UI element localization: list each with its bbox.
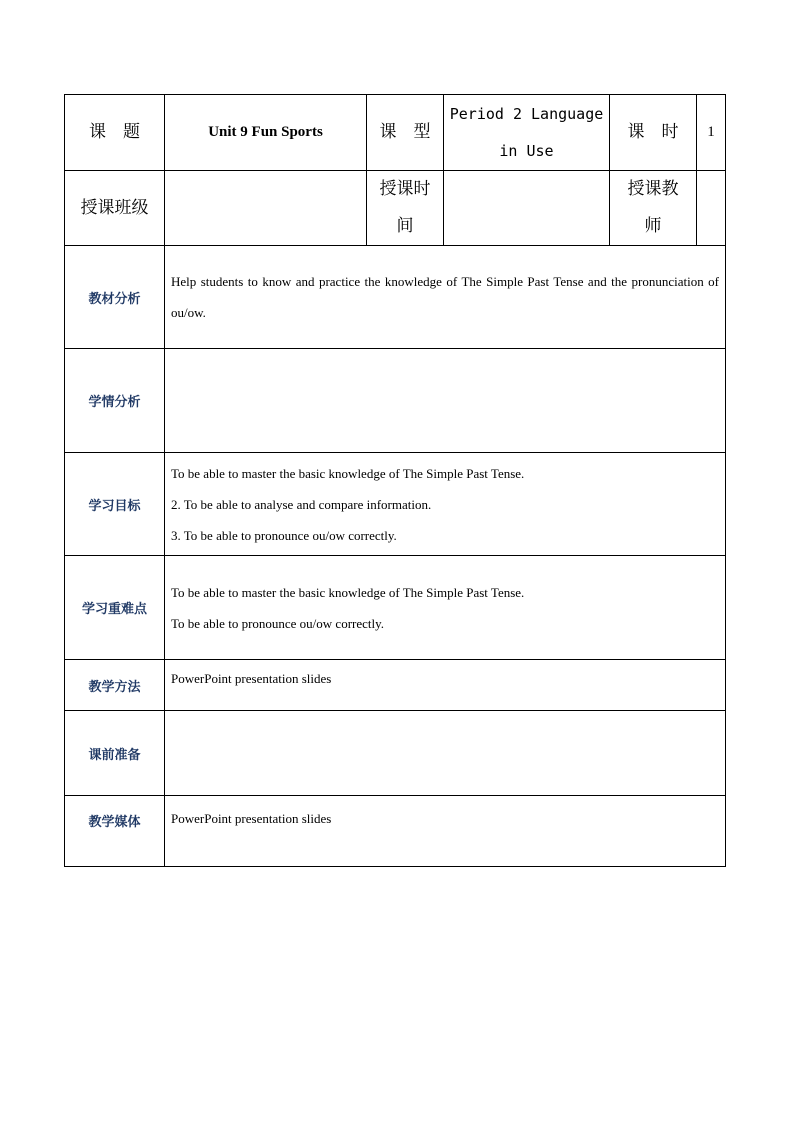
section-content — [165, 556, 726, 660]
content-line: To be able to master the basic knowledge of The Simple Past Tense. — [171, 465, 525, 481]
section-label: 课前准备 — [65, 711, 165, 796]
topic-value: Unit 9 Fun Sports — [165, 95, 367, 171]
section-row-media — [65, 796, 726, 867]
section-content — [165, 660, 726, 711]
content-line: 2. To be able to analyse and compare information. — [171, 496, 432, 512]
header-row-1 — [65, 95, 726, 171]
content-line: 3. To be able to pronounce ou/ow correctly. — [171, 527, 397, 543]
content-line: To be able to master the basic knowledge of The Simple Past Tense. — [171, 584, 525, 600]
section-content — [165, 349, 726, 453]
hours-value: 1 — [697, 95, 726, 171]
section-label: 学习目标 — [65, 453, 165, 556]
section-label: 学情分析 — [65, 349, 165, 453]
section-label: 教学媒体 — [65, 796, 165, 867]
lesson-plan-table — [64, 94, 726, 867]
content-line: PowerPoint presentation slides — [171, 811, 332, 826]
content-line: To be able to pronounce ou/ow correctly. — [171, 615, 385, 631]
content-line: Help students to know and practice the knowledge of The Simple Past Tense and the pronunciation of ou/ow. — [171, 274, 719, 320]
section-content — [165, 246, 726, 349]
type-label: 课 型 — [367, 95, 444, 171]
header-row-2 — [65, 171, 726, 246]
type-value: Period 2 Language in Use — [444, 95, 610, 171]
topic-label: 课 题 — [65, 95, 165, 171]
section-label: 教学方法 — [65, 660, 165, 711]
section-row-methods — [65, 660, 726, 711]
hours-label: 课 时 — [610, 95, 697, 171]
class-label: 授课班级 — [65, 171, 165, 246]
time-label: 授课时间 — [367, 171, 444, 246]
section-row-preparation — [65, 711, 726, 796]
section-label: 学习重难点 — [65, 556, 165, 660]
content-line: PowerPoint presentation slides — [171, 671, 332, 686]
section-row-objectives — [65, 453, 726, 556]
teacher-label: 授课教师 — [610, 171, 697, 246]
section-content — [165, 711, 726, 796]
section-content — [165, 796, 726, 867]
section-row-key-points — [65, 556, 726, 660]
section-row-learners — [65, 349, 726, 453]
section-label: 教材分析 — [65, 246, 165, 349]
time-value — [444, 171, 610, 246]
section-content — [165, 453, 726, 556]
class-value — [165, 171, 367, 246]
teacher-value — [697, 171, 726, 246]
section-row-textbook — [65, 246, 726, 349]
